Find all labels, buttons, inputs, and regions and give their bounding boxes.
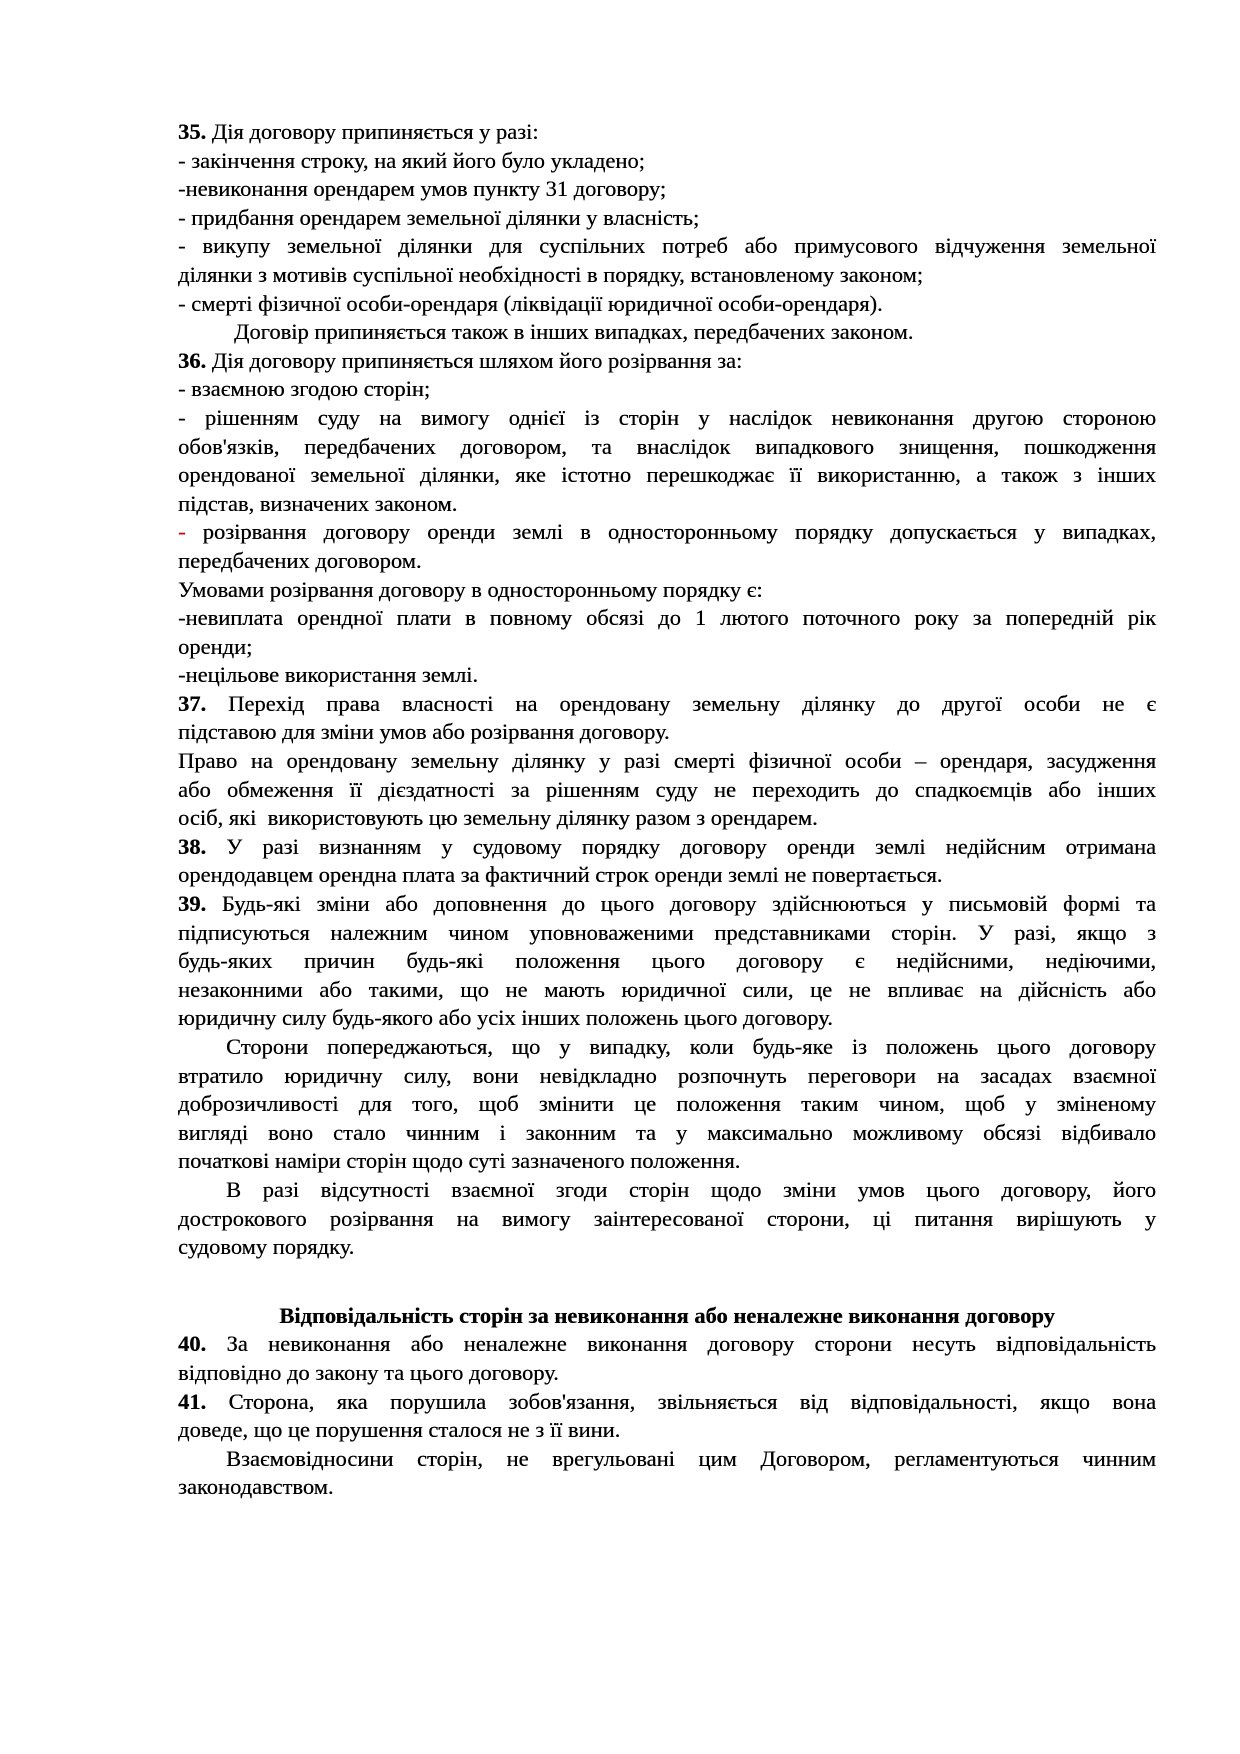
clause-40-line: відповідно до закону та цього договору. [178,1359,559,1385]
clause-39-line: будь-яких причин будь-які положення цього договору є недійсними, недіючими, [178,948,1156,974]
clause-39-line: підписуються належним чином уповноваженими представниками сторін. У разі, якщо з [178,919,1156,945]
clause-40-line: 40. За невиконання або неналежне виконання договору сторони несуть відповідальність [178,1331,1156,1357]
clause-38-line: орендодавцем орендна плата за фактичний строк оренди землі не повертається. [178,862,943,888]
document-page [178,118,1156,1502]
clause-39-line: 39. Будь-які зміни або доповнення до цього договору здійснюються у письмовій формі та [178,891,1156,917]
clause-37-line: 37. Перехід права власності на орендовану земельну ділянку до другої особи не є [178,690,1156,716]
clause-39-para2-line: доброзичливості для того, щоб змінити це положення таким чином, щоб у зміненому [178,1091,1156,1117]
clause-36-line: передбачених договором. [178,547,422,573]
red-dash-marker: - [178,519,186,545]
clause-37-number: 37. [178,690,207,716]
clause-41-para2-line: Взаємовідносини сторін, не врегульовані цим Договором, регламентуються чинним [226,1445,1156,1471]
clause-36-line: оренди; [178,633,253,659]
clause-41-line: доведе, що це порушення сталося не з її вини. [178,1417,621,1443]
clause-38-number: 38. [178,833,207,859]
clause-39-para2-line: втратило юридичну силу, вони невідкладно розпочнуть переговори на засадах взаємної [178,1062,1156,1088]
clause-35-item: -невиконання орендарем умов пункту 31 договору; [178,176,667,202]
clause-36-line: - взаємною згодою сторін; [178,376,431,402]
clause-39-number: 39. [178,891,207,917]
clause-39-para2-line: початкові наміри сторін щодо суті зазначеного положення. [178,1148,741,1174]
clause-39-para2-line: вигляді воно стало чинним і законним та у максимально можливому обсязі відбивало [178,1119,1156,1145]
clause-36-line: - розірвання договору оренди землі в односторонньому порядку допускається у випадках, [178,519,1156,545]
clause-37-line: підставою для зміни умов або розірвання договору. [178,719,670,745]
clause-39-para3-line: судовому порядку. [178,1234,355,1260]
clause-41-line: 41. Сторона, яка порушила зобов'язання, звільняється від відповідальності, якщо вона [178,1388,1156,1414]
clause-36-line: -нецільове використання землі. [178,662,479,688]
clause-36-intro: 36. Дія договору припиняється шляхом його розірвання за: [178,347,743,373]
clause-36-line: - рішенням суду на вимогу однієї із сторін у наслідок невиконання другою стороною [178,404,1156,430]
clause-37-line: або обмеження її дієздатності за рішенням суду не переходить до спадкоємців або інших [178,776,1156,802]
clause-39-para3-line: В разі відсутності взаємної згоди сторін щодо зміни умов цього договору, його [226,1176,1156,1202]
clause-36-line: підстав, визначених законом. [178,490,458,516]
clause-38-line: 38. У разі визнанням у судовому порядку договору оренди землі недійсним отримана [178,833,1156,859]
clause-39-para2-line: Сторони попереджаються, що у випадку, коли будь-яке із положень цього договору [226,1034,1156,1059]
clause-35-number: 35. [178,119,207,144]
clause-39-para3-line: дострокового розірвання на вимогу заінтересованої сторони, ці питання вирішують у [178,1205,1156,1231]
clause-35-closing: Договір припиняється також в інших випадках, передбачених законом. [234,319,914,345]
clause-40-number: 40. [178,1331,207,1357]
clause-35-item: - закінчення строку, на який його було укладено; [178,147,645,173]
clause-39-line: незаконними або такими, що не мають юридичної сили, це не впливає на дійсність або [178,976,1156,1002]
section-heading: Відповідальність сторін за невиконання або неналежне виконання договору [279,1302,1055,1328]
clause-36-line: обов'язків, передбачених договором, та внаслідок випадкового знищення, пошкодження [178,433,1156,459]
clause-37-line: осіб, які використовують цю земельну ділянку разом з орендарем. [178,805,818,831]
clause-37-line: Право на орендовану земельну ділянку у разі смерті фізичної особи – орендаря, засудження [178,748,1156,774]
clause-36-line: орендованої земельної ділянки, яке істотно перешкоджає її використанню, а також з інших [178,462,1156,488]
clause-36-line: -невиплата орендної плати в повному обсязі до 1 лютого поточного року за попередній рік [178,605,1156,631]
clause-35-intro: 35. Дія договору припиняється у разі: [178,119,539,144]
clause-35-item: - смерті фізичної особи-орендаря (ліквідації юридичної особи-орендаря). [178,290,883,316]
clause-36-line: Умовами розірвання договору в односторонньому порядку є: [178,576,763,602]
clause-41-number: 41. [178,1388,207,1414]
clause-35-item: - придбання орендарем земельної ділянки у власність; [178,204,700,230]
clause-39-line: юридичну силу будь-якого або усіх інших положень цього договору. [178,1005,833,1031]
clause-36-number: 36. [178,347,207,373]
clause-35-item: ділянки з мотивів суспільної необхідності в порядку, встановленому законом; [178,261,923,287]
clause-35-item: - викупу земельної ділянки для суспільних потреб або примусового відчуження земельної [178,233,1156,259]
clause-41-para2-line: законодавством. [178,1474,334,1500]
